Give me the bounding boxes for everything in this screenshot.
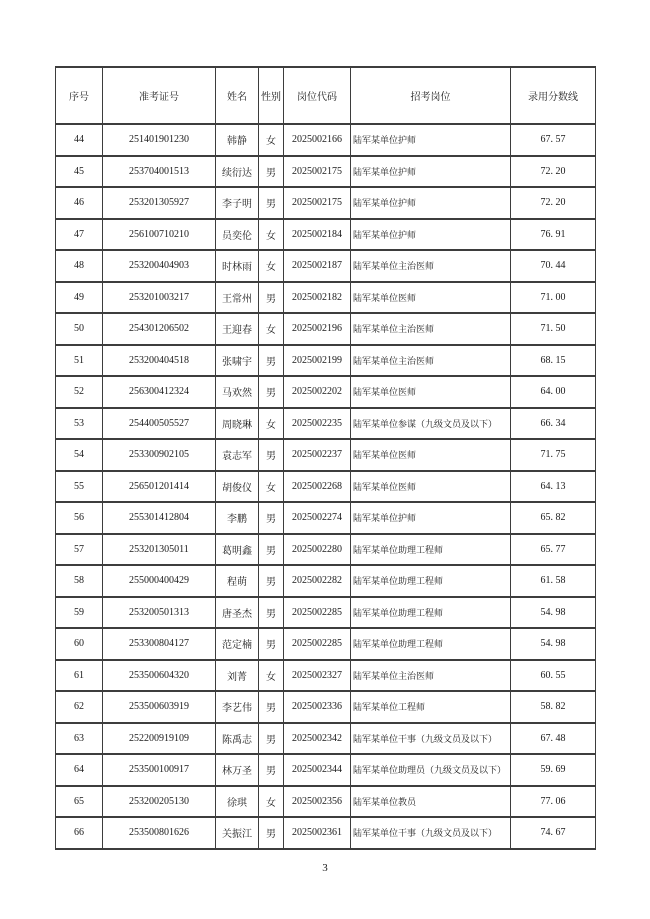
cell-gender: 女	[259, 471, 284, 503]
cell-gender: 男	[259, 754, 284, 786]
cell-ticket: 256501201414	[103, 471, 216, 503]
cell-name: 唐圣杰	[216, 597, 259, 629]
cell-code: 2025002344	[284, 754, 351, 786]
cell-gender: 男	[259, 376, 284, 408]
table-row	[56, 408, 596, 440]
cell-code: 2025002282	[284, 565, 351, 597]
cell-position: 陆军某单位护师	[351, 219, 511, 251]
table-header-row	[56, 67, 596, 124]
table-body	[56, 124, 596, 849]
cell-score: 61. 58	[511, 565, 596, 597]
cell-score: 71. 50	[511, 313, 596, 345]
cell-code: 2025002285	[284, 597, 351, 629]
cell-name: 刘菁	[216, 660, 259, 692]
cell-gender: 男	[259, 156, 284, 188]
cell-serial: 53	[56, 408, 103, 440]
cell-serial: 63	[56, 723, 103, 755]
cell-position: 陆军某单位医师	[351, 282, 511, 314]
cell-code: 2025002175	[284, 156, 351, 188]
cell-name: 韩静	[216, 124, 259, 156]
cell-code: 2025002356	[284, 786, 351, 818]
table-row	[56, 219, 596, 251]
cell-score: 74. 67	[511, 817, 596, 849]
table-row	[56, 156, 596, 188]
cell-score: 71. 75	[511, 439, 596, 471]
cell-ticket: 253200205130	[103, 786, 216, 818]
cell-serial: 46	[56, 187, 103, 219]
cell-score: 68. 15	[511, 345, 596, 377]
cell-serial: 64	[56, 754, 103, 786]
cell-code: 2025002327	[284, 660, 351, 692]
table-row	[56, 250, 596, 282]
cell-ticket: 252200919109	[103, 723, 216, 755]
cell-name: 林万圣	[216, 754, 259, 786]
cell-score: 64. 13	[511, 471, 596, 503]
cell-position: 陆军某单位助理员（九级文员及以下）	[351, 754, 511, 786]
cell-code: 2025002166	[284, 124, 351, 156]
table-row	[56, 817, 596, 849]
cell-gender: 男	[259, 723, 284, 755]
cell-ticket: 253200501313	[103, 597, 216, 629]
cell-code: 2025002336	[284, 691, 351, 723]
cell-name: 范定楠	[216, 628, 259, 660]
table-row	[56, 723, 596, 755]
cell-code: 2025002196	[284, 313, 351, 345]
cell-position: 陆军某单位干事（九级文员及以下）	[351, 723, 511, 755]
cell-code: 2025002202	[284, 376, 351, 408]
cell-ticket: 253300902105	[103, 439, 216, 471]
cell-serial: 58	[56, 565, 103, 597]
table-row	[56, 754, 596, 786]
cell-score: 54. 98	[511, 628, 596, 660]
table-row	[56, 376, 596, 408]
cell-code: 2025002361	[284, 817, 351, 849]
cell-ticket: 256100710210	[103, 219, 216, 251]
cell-gender: 男	[259, 187, 284, 219]
cell-score: 65. 82	[511, 502, 596, 534]
cell-code: 2025002175	[284, 187, 351, 219]
cell-ticket: 253201305927	[103, 187, 216, 219]
table-row	[56, 597, 596, 629]
table-row	[56, 439, 596, 471]
cell-position: 陆军某单位主治医师	[351, 660, 511, 692]
cell-position: 陆军某单位护师	[351, 156, 511, 188]
cell-serial: 60	[56, 628, 103, 660]
cell-ticket: 253200404903	[103, 250, 216, 282]
cell-name: 王迎春	[216, 313, 259, 345]
cell-name: 续衍达	[216, 156, 259, 188]
cell-serial: 61	[56, 660, 103, 692]
cell-name: 陈禹志	[216, 723, 259, 755]
cell-score: 67. 57	[511, 124, 596, 156]
cell-gender: 男	[259, 691, 284, 723]
table-row	[56, 691, 596, 723]
cell-gender: 男	[259, 282, 284, 314]
cell-gender: 男	[259, 597, 284, 629]
cell-ticket: 253201003217	[103, 282, 216, 314]
cell-position: 陆军某单位助理工程师	[351, 628, 511, 660]
cell-code: 2025002342	[284, 723, 351, 755]
cell-name: 王常州	[216, 282, 259, 314]
cell-code: 2025002235	[284, 408, 351, 440]
cell-position: 陆军某单位助理工程师	[351, 597, 511, 629]
cell-score: 60. 55	[511, 660, 596, 692]
cell-ticket: 253704001513	[103, 156, 216, 188]
table-row	[56, 313, 596, 345]
cell-name: 葛明鑫	[216, 534, 259, 566]
cell-gender: 男	[259, 439, 284, 471]
cell-gender: 女	[259, 250, 284, 282]
cell-name: 胡俊仪	[216, 471, 259, 503]
cell-ticket: 254400505527	[103, 408, 216, 440]
cell-score: 72. 20	[511, 187, 596, 219]
column-header-serial: 序号	[56, 67, 103, 124]
cell-serial: 66	[56, 817, 103, 849]
cell-position: 陆军某单位医师	[351, 439, 511, 471]
cell-code: 2025002268	[284, 471, 351, 503]
cell-code: 2025002285	[284, 628, 351, 660]
column-header-score: 录用分数线	[511, 67, 596, 124]
cell-gender: 男	[259, 345, 284, 377]
table-row	[56, 282, 596, 314]
cell-serial: 56	[56, 502, 103, 534]
cell-score: 65. 77	[511, 534, 596, 566]
cell-ticket: 251401901230	[103, 124, 216, 156]
cell-code: 2025002280	[284, 534, 351, 566]
column-header-name: 姓名	[216, 67, 259, 124]
cell-code: 2025002182	[284, 282, 351, 314]
cell-serial: 59	[56, 597, 103, 629]
cell-score: 59. 69	[511, 754, 596, 786]
cell-name: 员奕伦	[216, 219, 259, 251]
cell-serial: 44	[56, 124, 103, 156]
cell-name: 张啸宇	[216, 345, 259, 377]
cell-position: 陆军某单位干事（九级文员及以下）	[351, 817, 511, 849]
table-row	[56, 628, 596, 660]
cell-gender: 女	[259, 219, 284, 251]
table-row	[56, 660, 596, 692]
admission-score-table	[55, 66, 596, 850]
cell-serial: 49	[56, 282, 103, 314]
table-row	[56, 534, 596, 566]
cell-ticket: 253200404518	[103, 345, 216, 377]
cell-ticket: 253201305011	[103, 534, 216, 566]
cell-position: 陆军某单位教员	[351, 786, 511, 818]
cell-name: 马欢然	[216, 376, 259, 408]
column-header-code: 岗位代码	[284, 67, 351, 124]
cell-score: 67. 48	[511, 723, 596, 755]
cell-ticket: 256300412324	[103, 376, 216, 408]
cell-code: 2025002199	[284, 345, 351, 377]
table-row	[56, 502, 596, 534]
table-row	[56, 471, 596, 503]
cell-name: 徐琪	[216, 786, 259, 818]
cell-serial: 50	[56, 313, 103, 345]
cell-serial: 51	[56, 345, 103, 377]
cell-ticket: 253300804127	[103, 628, 216, 660]
cell-score: 71. 00	[511, 282, 596, 314]
cell-position: 陆军某单位护师	[351, 124, 511, 156]
cell-score: 76. 91	[511, 219, 596, 251]
cell-serial: 47	[56, 219, 103, 251]
cell-ticket: 255301412804	[103, 502, 216, 534]
cell-position: 陆军某单位护师	[351, 502, 511, 534]
cell-serial: 57	[56, 534, 103, 566]
cell-ticket: 254301206502	[103, 313, 216, 345]
cell-name: 周晓琳	[216, 408, 259, 440]
cell-position: 陆军某单位主治医师	[351, 345, 511, 377]
cell-name: 程萌	[216, 565, 259, 597]
column-header-ticket: 准考证号	[103, 67, 216, 124]
cell-gender: 男	[259, 817, 284, 849]
cell-gender: 男	[259, 502, 284, 534]
cell-position: 陆军某单位助理工程师	[351, 565, 511, 597]
cell-position: 陆军某单位护师	[351, 187, 511, 219]
cell-ticket: 253500604320	[103, 660, 216, 692]
cell-serial: 48	[56, 250, 103, 282]
cell-name: 时林雨	[216, 250, 259, 282]
cell-name: 关振江	[216, 817, 259, 849]
cell-score: 54. 98	[511, 597, 596, 629]
column-header-gender: 性别	[259, 67, 284, 124]
cell-gender: 女	[259, 786, 284, 818]
cell-name: 李鹏	[216, 502, 259, 534]
cell-gender: 女	[259, 408, 284, 440]
cell-position: 陆军某单位医师	[351, 471, 511, 503]
cell-ticket: 253500801626	[103, 817, 216, 849]
cell-score: 77. 06	[511, 786, 596, 818]
cell-gender: 男	[259, 628, 284, 660]
cell-ticket: 253500100917	[103, 754, 216, 786]
cell-gender: 女	[259, 660, 284, 692]
cell-serial: 55	[56, 471, 103, 503]
table-row	[56, 124, 596, 156]
table-row	[56, 786, 596, 818]
cell-score: 58. 82	[511, 691, 596, 723]
cell-score: 64. 00	[511, 376, 596, 408]
cell-code: 2025002274	[284, 502, 351, 534]
cell-score: 72. 20	[511, 156, 596, 188]
cell-serial: 62	[56, 691, 103, 723]
cell-name: 袁志军	[216, 439, 259, 471]
cell-gender: 女	[259, 124, 284, 156]
cell-gender: 女	[259, 313, 284, 345]
cell-gender: 男	[259, 565, 284, 597]
cell-position: 陆军某单位主治医师	[351, 313, 511, 345]
cell-code: 2025002237	[284, 439, 351, 471]
cell-position: 陆军某单位助理工程师	[351, 534, 511, 566]
cell-serial: 54	[56, 439, 103, 471]
cell-code: 2025002187	[284, 250, 351, 282]
cell-ticket: 253500603919	[103, 691, 216, 723]
column-header-position: 招考岗位	[351, 67, 511, 124]
cell-position: 陆军某单位主治医师	[351, 250, 511, 282]
cell-serial: 52	[56, 376, 103, 408]
table-row	[56, 187, 596, 219]
cell-name: 李艺伟	[216, 691, 259, 723]
cell-score: 66. 34	[511, 408, 596, 440]
cell-serial: 65	[56, 786, 103, 818]
table-row	[56, 565, 596, 597]
table-row	[56, 345, 596, 377]
cell-ticket: 255000400429	[103, 565, 216, 597]
cell-name: 李子明	[216, 187, 259, 219]
page-number: 3	[322, 862, 328, 874]
cell-position: 陆军某单位工程师	[351, 691, 511, 723]
cell-score: 70. 44	[511, 250, 596, 282]
cell-code: 2025002184	[284, 219, 351, 251]
cell-serial: 45	[56, 156, 103, 188]
cell-position: 陆军某单位医师	[351, 376, 511, 408]
cell-gender: 男	[259, 534, 284, 566]
cell-position: 陆军某单位参谋（九级文员及以下）	[351, 408, 511, 440]
